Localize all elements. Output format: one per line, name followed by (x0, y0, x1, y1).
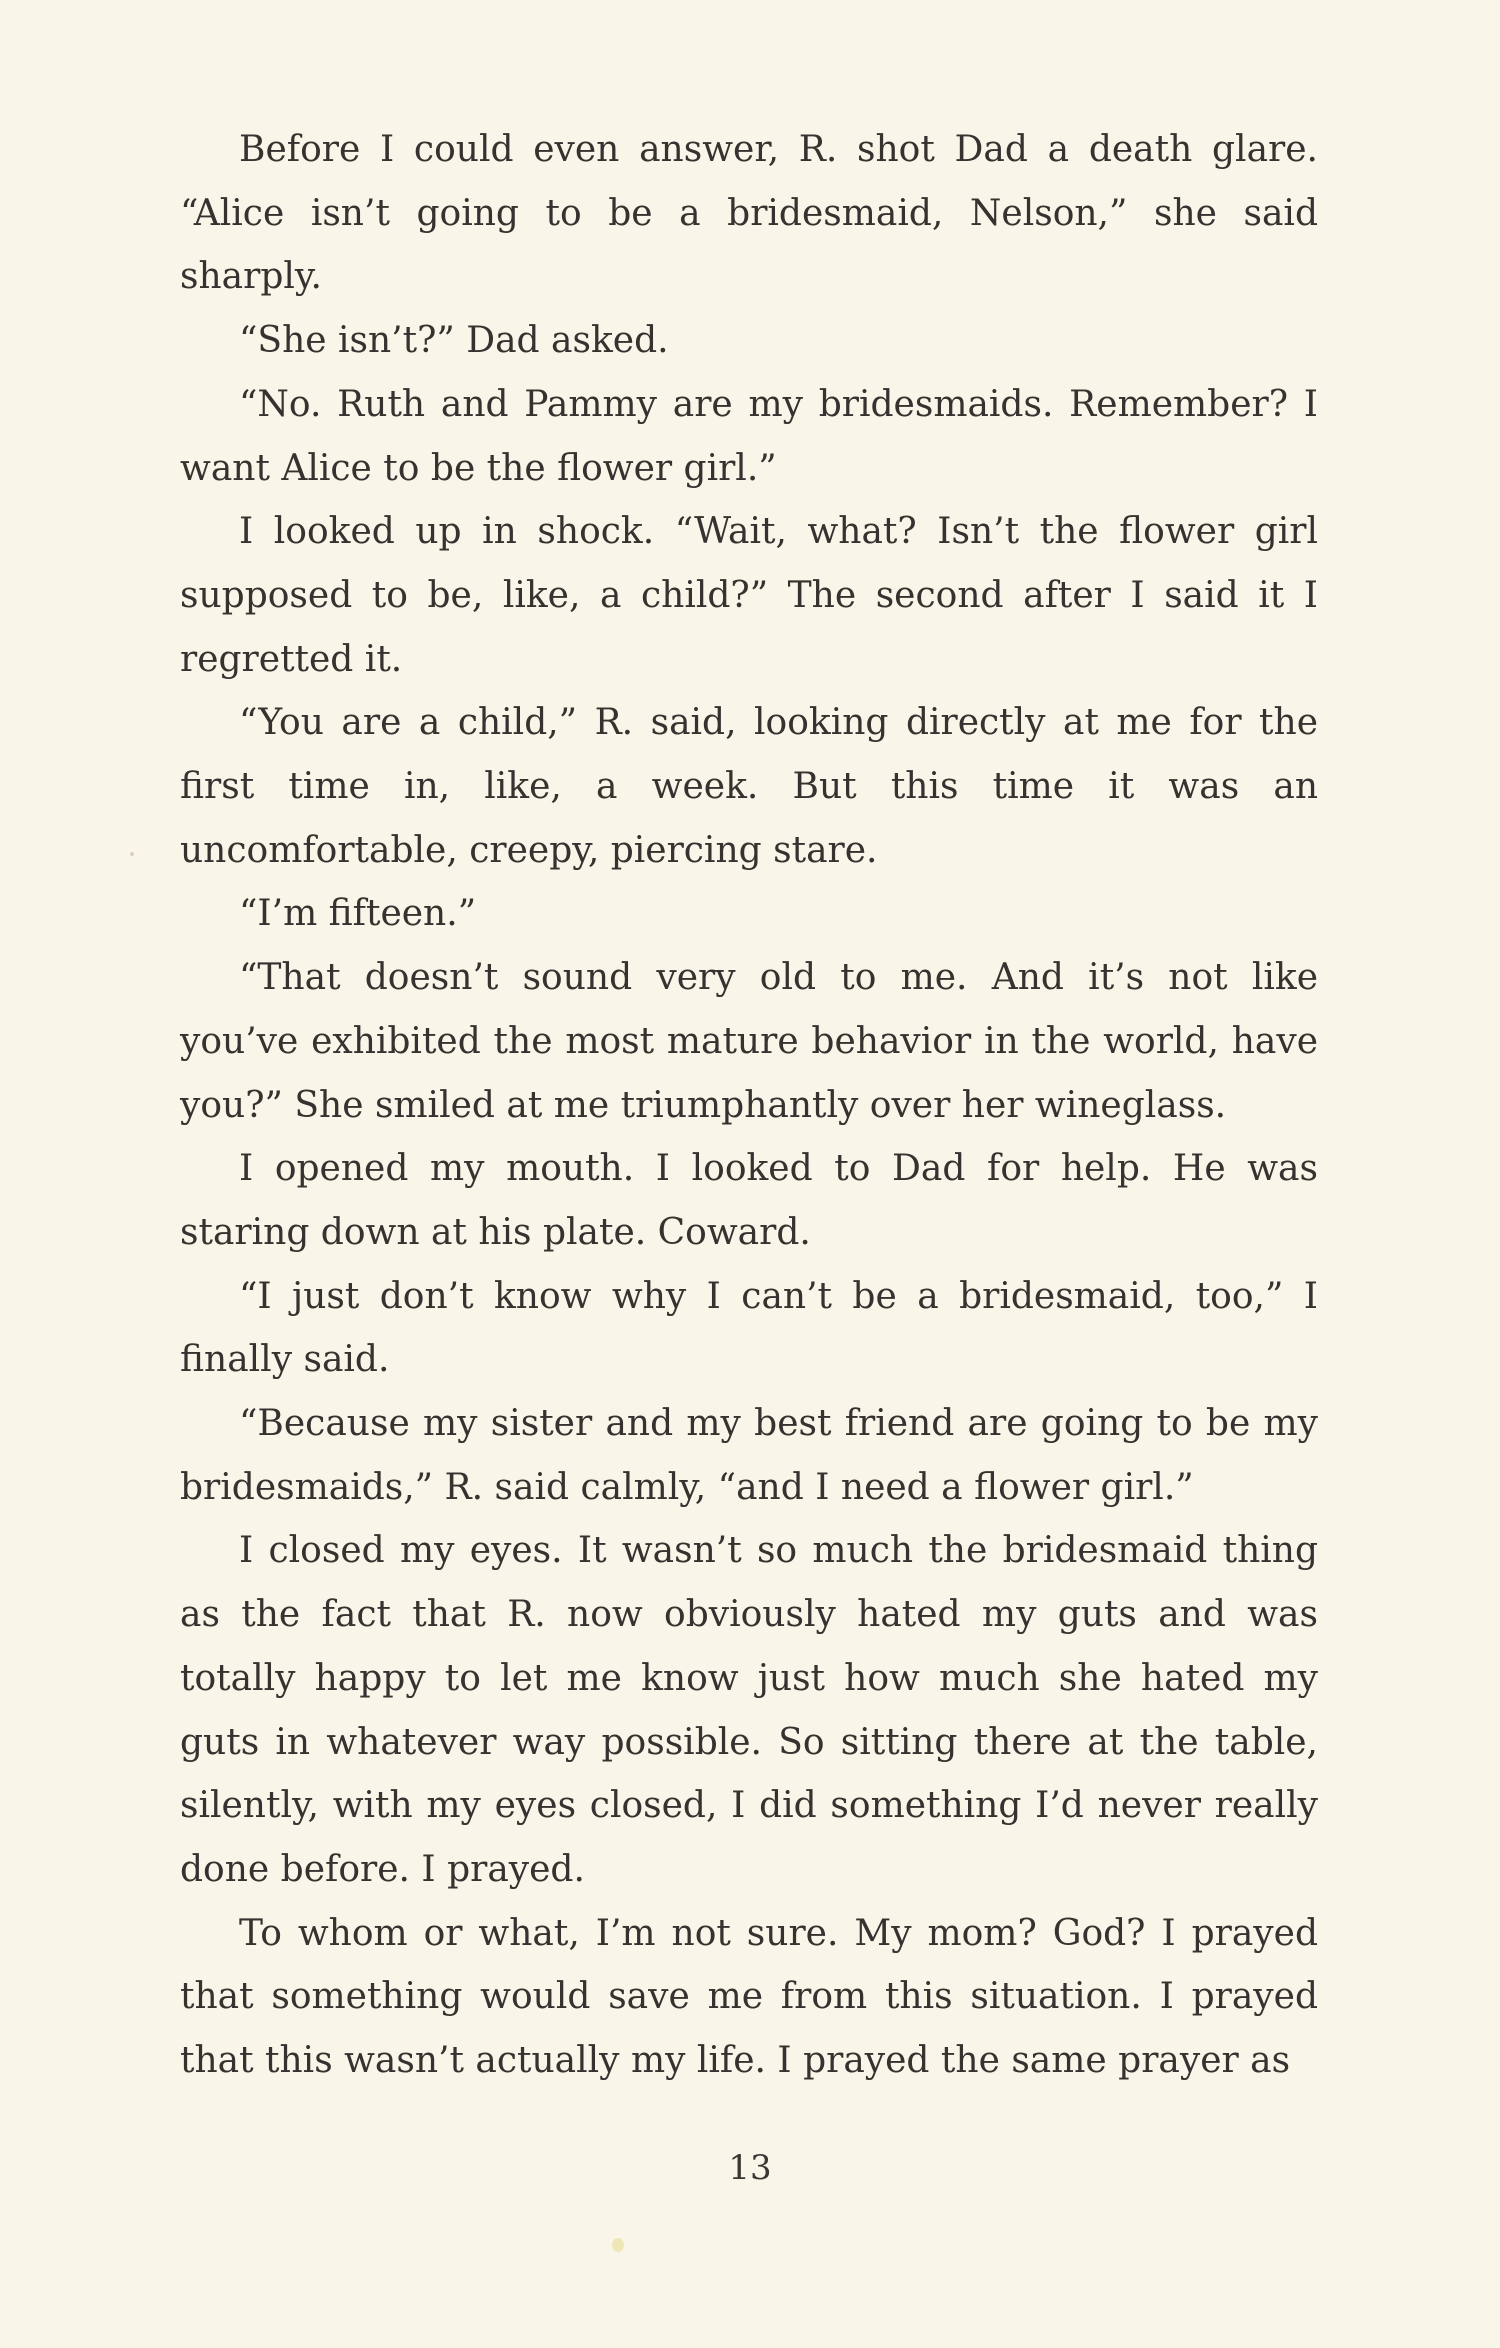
page-number: 13 (728, 2148, 772, 2188)
paragraph: I closed my eyes. It wasn’t so much the bridesmaid thing as the fact that R. now obviously hated my guts and was totally happy to let me know just how much she hated my guts in whatever way possible. So sitting there at the table, silently, with my eyes closed, I did something I’d never really done before. I prayed. (180, 1530, 1318, 1890)
paragraph: “I’m fifteen.” (239, 893, 477, 935)
paragraph: “No. Ruth and Pammy are my bridesmaids. Remember? I want Alice to be the flower girl.” (180, 383, 1318, 489)
paragraph: “She isn’t?” Dad asked. (239, 320, 669, 362)
paragraph: “That doesn’t sound very old to me. And it’s not like you’ve exhibited the most mature behavior in the world, have you?” She smiled at me triumphantly over her wineglass. (180, 957, 1318, 1126)
paragraph: “Because my sister and my best friend are going to be my bridesmaids,” R. said calmly, “and I need a flower girl.” (180, 1403, 1318, 1508)
body-text (180, 118, 1318, 2093)
paragraph: I opened my mouth. I looked to Dad for help. He was staring down at his plate. Coward. (180, 1148, 1318, 1253)
paragraph: Before I could even answer, R. shot Dad a death glare. “Alice isn’t going to be a bridesmaid, Nelson,” she said sharply. (180, 129, 1318, 298)
paper-speck (130, 852, 134, 856)
paragraph: “You are a child,” R. said, looking directly at me for the first time in, like, a week. But this time it was an uncomfortable, creepy, piercing stare. (180, 702, 1318, 871)
paragraph: To whom or what, I’m not sure. My mom? God? I prayed that something would save me from this situation. I prayed that this wasn’t actually my life. I prayed the same prayer as (180, 1912, 1318, 2082)
paper-speck (612, 2238, 624, 2252)
paragraph: I looked up in shock. “Wait, what? Isn’t the flower girl supposed to be, like, a child?” The second after I said it I regretted it. (180, 511, 1318, 680)
paragraph: “I just don’t know why I can’t be a bridesmaid, too,” I finally said. (180, 1275, 1318, 1381)
